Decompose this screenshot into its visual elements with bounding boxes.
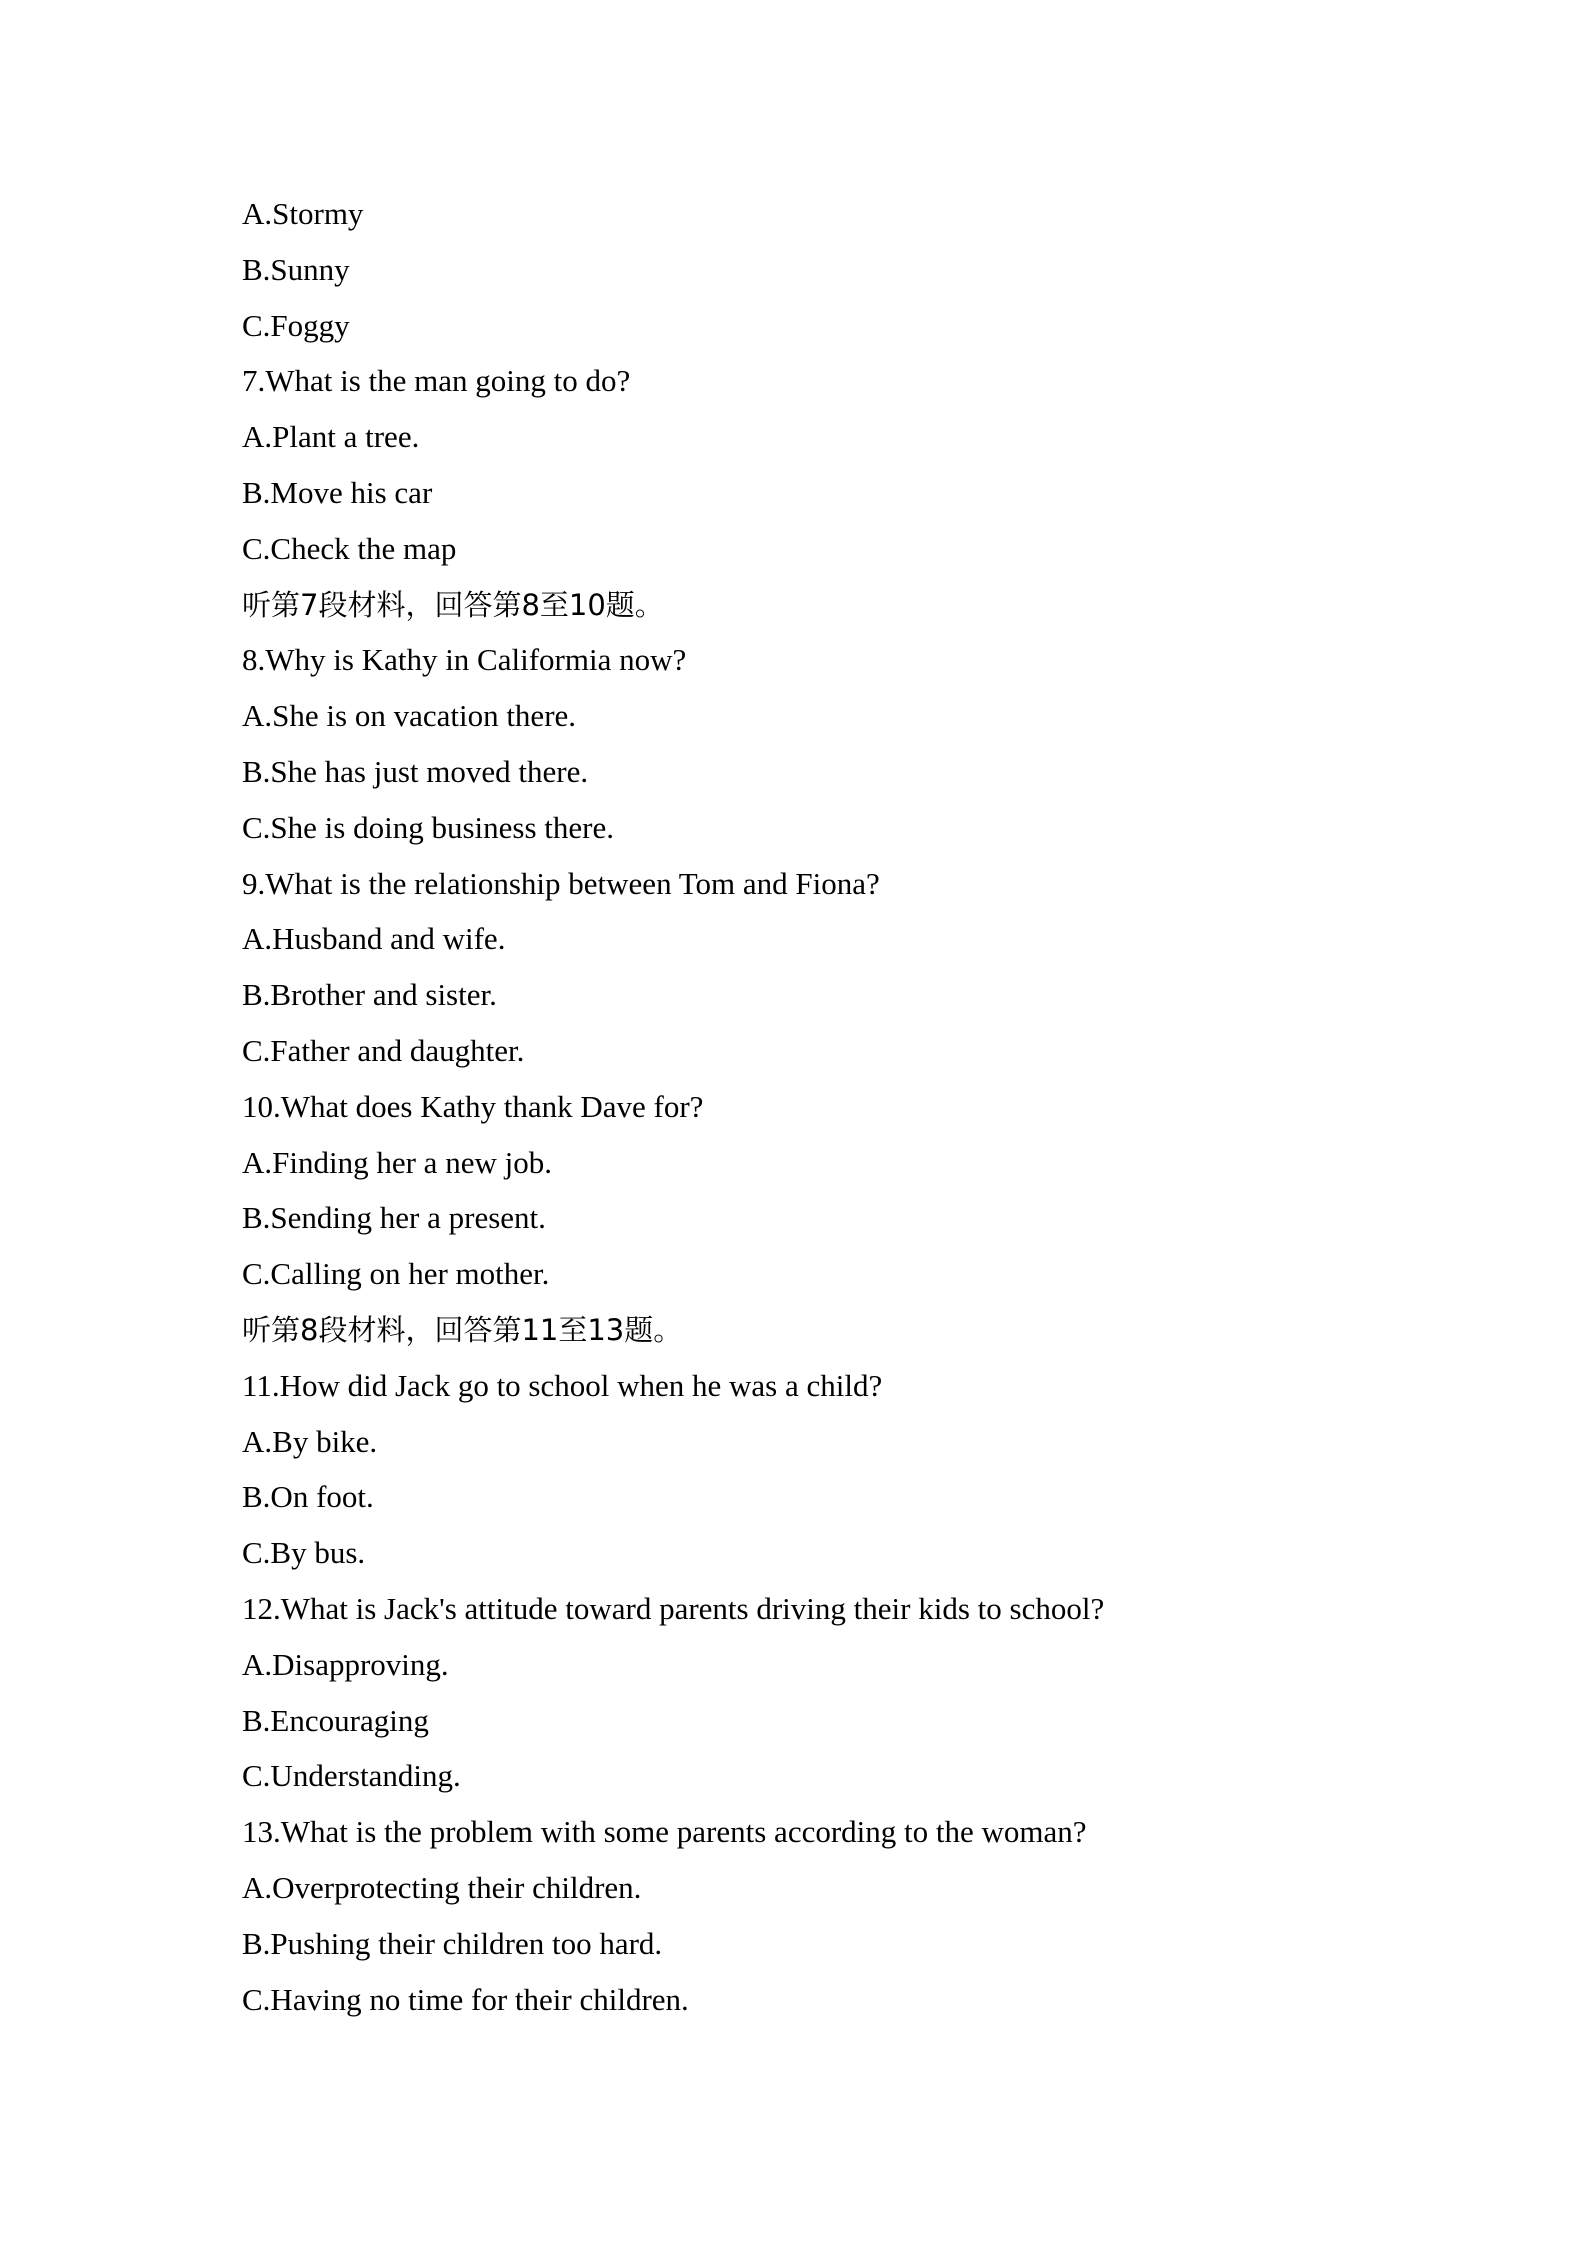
question-line: 12.What is Jack's attitude toward parents driving their kids to school? [242, 1590, 1105, 1626]
option-line: A.Overprotecting their children. [242, 1869, 642, 1905]
option-line: A.She is on vacation there. [242, 698, 577, 734]
option-line: C.By bus. [242, 1535, 366, 1571]
option-line: C.Understanding. [242, 1758, 461, 1794]
option-line: B.On foot. [242, 1479, 374, 1515]
section-instruction: 听第8段材料，回答第11至13题。 [242, 1312, 683, 1347]
question-line: 8.Why is Kathy in Califormia now? [242, 642, 687, 678]
option-line: B.Move his car [242, 474, 433, 510]
option-line: B.Pushing their children too hard. [242, 1925, 663, 1961]
section-instruction: 听第7段材料，回答第8至10题。 [242, 587, 664, 622]
option-line: B.Brother and sister. [242, 977, 497, 1013]
option-line: A.Stormy [242, 196, 364, 231]
option-line: B.Sunny [242, 251, 350, 287]
question-line: 13.What is the problem with some parents according to the woman? [242, 1814, 1087, 1850]
option-line: A.Plant a tree. [242, 419, 420, 455]
option-line: B.She has just moved there. [242, 753, 589, 789]
option-line: A.By bike. [242, 1423, 378, 1459]
option-line: C.Calling on her mother. [242, 1256, 550, 1292]
option-line: B.Sending her a present. [242, 1200, 546, 1236]
option-line: C.Father and daughter. [242, 1032, 525, 1068]
option-line: C.She is doing business there. [242, 809, 614, 845]
question-line: 9.What is the relationship between Tom and Fiona? [242, 865, 880, 901]
option-line: C.Having no time for their children. [242, 1981, 689, 2017]
option-line: A.Finding her a new job. [242, 1144, 552, 1180]
option-line: A.Husband and wife. [242, 921, 506, 957]
question-line: 10.What does Kathy thank Dave for? [242, 1088, 704, 1124]
option-line: C.Check the map [242, 530, 457, 566]
question-line: 11.How did Jack go to school when he was a child? [242, 1367, 883, 1403]
question-line: 7.What is the man going to do? [242, 363, 631, 399]
exam-page-content [242, 190, 1442, 2031]
option-line: B.Encouraging [242, 1702, 429, 1738]
option-line: A.Disapproving. [242, 1646, 449, 1682]
option-line: C.Foggy [242, 307, 350, 343]
